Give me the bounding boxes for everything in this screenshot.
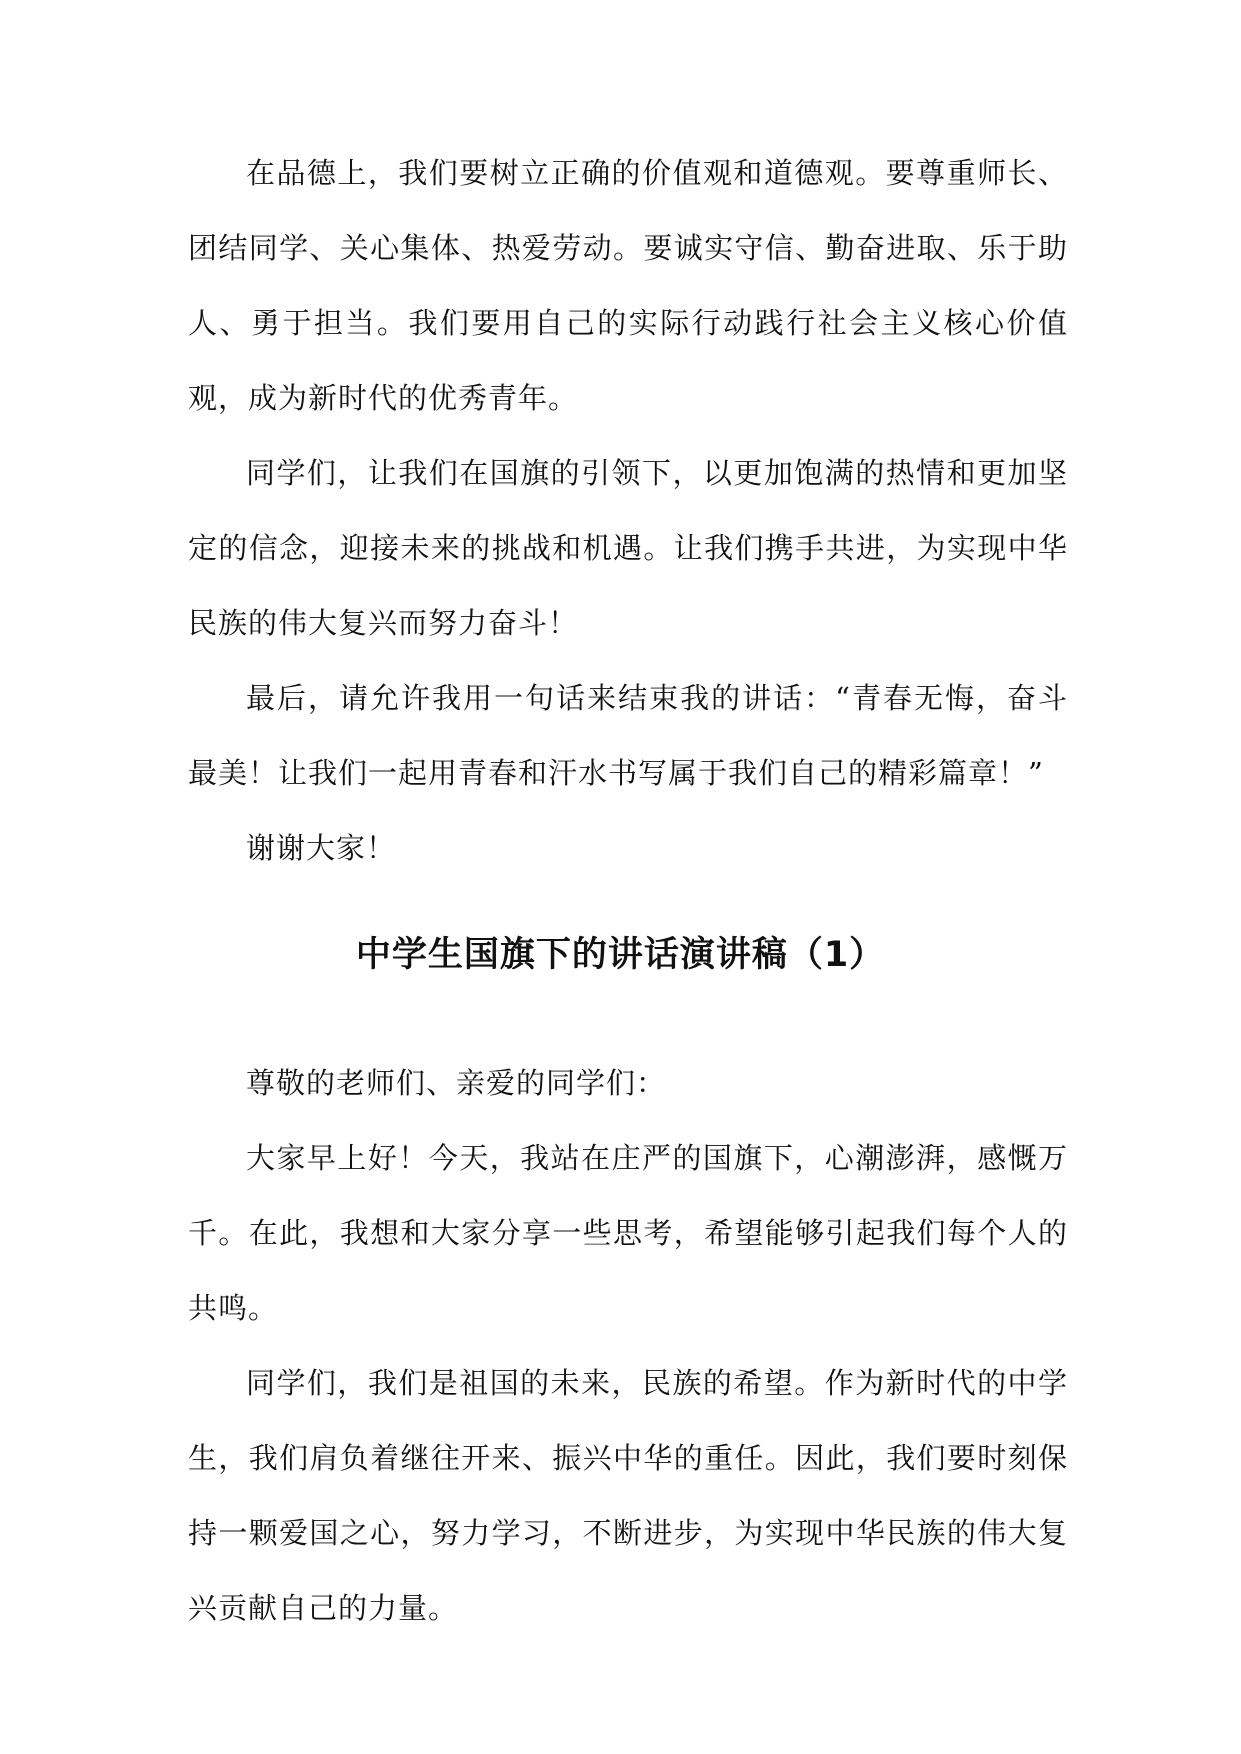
speech-title: 中学生国旗下的讲话演讲稿（1） [355, 935, 886, 975]
paragraph-closing-quote: 最后，请允许我用一句话来结束我的讲话：“青春无悔，奋斗最美！让我们一起用青春和汗水书写属于我们自己的精彩篇章！” [188, 681, 1068, 790]
paragraph-moral-character: 在品德上，我们要树立正确的价值观和道德观。要尊重师长、团结同学、关心集体、热爱劳动。要诚实守信、勤奋进取、乐于助人、勇于担当。我们要用自己的实际行动践行社会主义核心价值观，成为新时代的优秀青年。 [188, 156, 1068, 415]
speech-continuation [188, 136, 1068, 886]
paragraph-thanks: 谢谢大家！ [246, 831, 397, 865]
paragraph-salutation: 尊敬的老师们、亲爱的同学们： [246, 1066, 667, 1100]
paragraph-call-to-action: 同学们，让我们在国旗的引领下，以更加饱满的热情和更加坚定的信念，迎接未来的挑战和机遇。让我们携手共进，为实现中华民族的伟大复兴而努力奋斗！ [188, 456, 1068, 640]
paragraph-responsibility: 同学们，我们是祖国的未来，民族的希望。作为新时代的中学生，我们肩负着继往开来、振兴中华的重任。因此，我们要时刻保持一颗爱国之心，努力学习，不断进步，为实现中华民族的伟大复兴贡献自己的力量。 [188, 1366, 1068, 1625]
paragraph-greeting: 大家早上好！今天，我站在庄严的国旗下，心潮澎湃，感慨万千。在此，我想和大家分享一些思考，希望能够引起我们每个人的共鸣。 [188, 1141, 1068, 1325]
speech-body [188, 1046, 1068, 1646]
